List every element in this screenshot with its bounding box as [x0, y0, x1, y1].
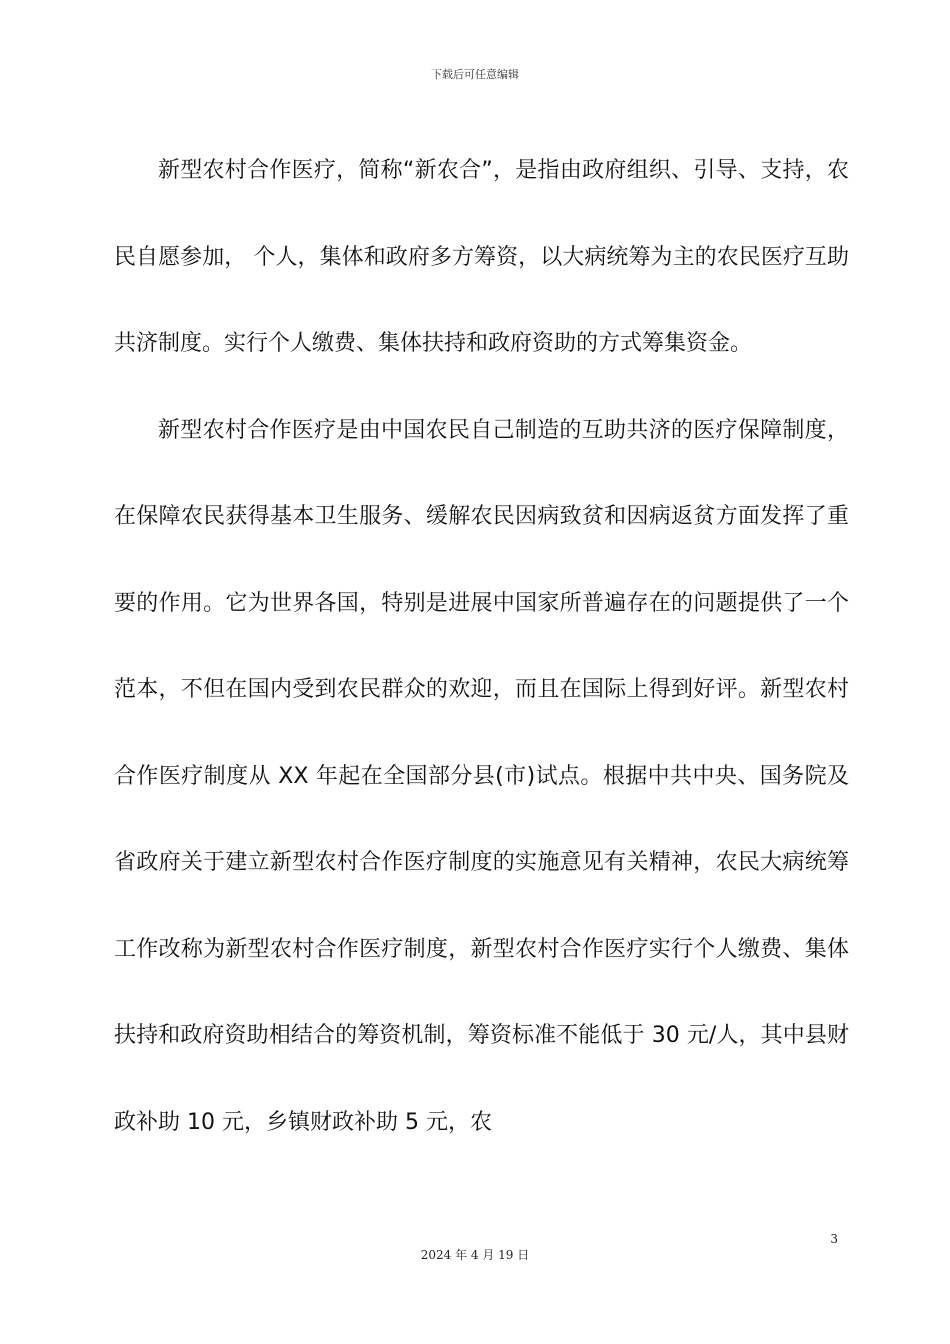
- document-body: [114, 128, 849, 1166]
- page-header: 下载后可任意编辑: [431, 68, 519, 81]
- paragraph-1: 新型农村合作医疗，简称“新农合”，是指由政府组织、引导、支持，农民自愿参加， 个人，集体和政府多方筹资，以大病统筹为主的农民医疗互助共济制度。实行个人缴费、集体扶持和政府资助的方式筹集资金。: [114, 158, 849, 356]
- paragraph-2: 新型农村合作医疗是由中国农民自己制造的互助共济的医疗保障制度，在保障农民获得基本卫生服务、缓解农民因病致贫和因病返贫方面发挥了重要的作用。它为世界各国，特别是进展中国家所普遍存在的问题提供了一个范本，不但在国内受到农民群众的欢迎，而且在国际上得到好评。新型农村合作医疗制度从 XX 年起在全国部分县(市)试点。根据中共中央、国务院及省政府关于建立新型农村合作医疗制度的实施意见有关精神，农民大病统筹工作改称为新型农村合作医疗制度，新型农村合作医疗实行个人缴费、集体扶持和政府资助相结合的筹资机制，筹资标准不能低于 30 元/人，其中县财政补助 10 元，乡镇财政补助 5 元，农: [114, 417, 849, 1135]
- page-number: 3: [830, 1232, 838, 1246]
- footer-date: 2024 年 4 月 19 日: [420, 1248, 530, 1262]
